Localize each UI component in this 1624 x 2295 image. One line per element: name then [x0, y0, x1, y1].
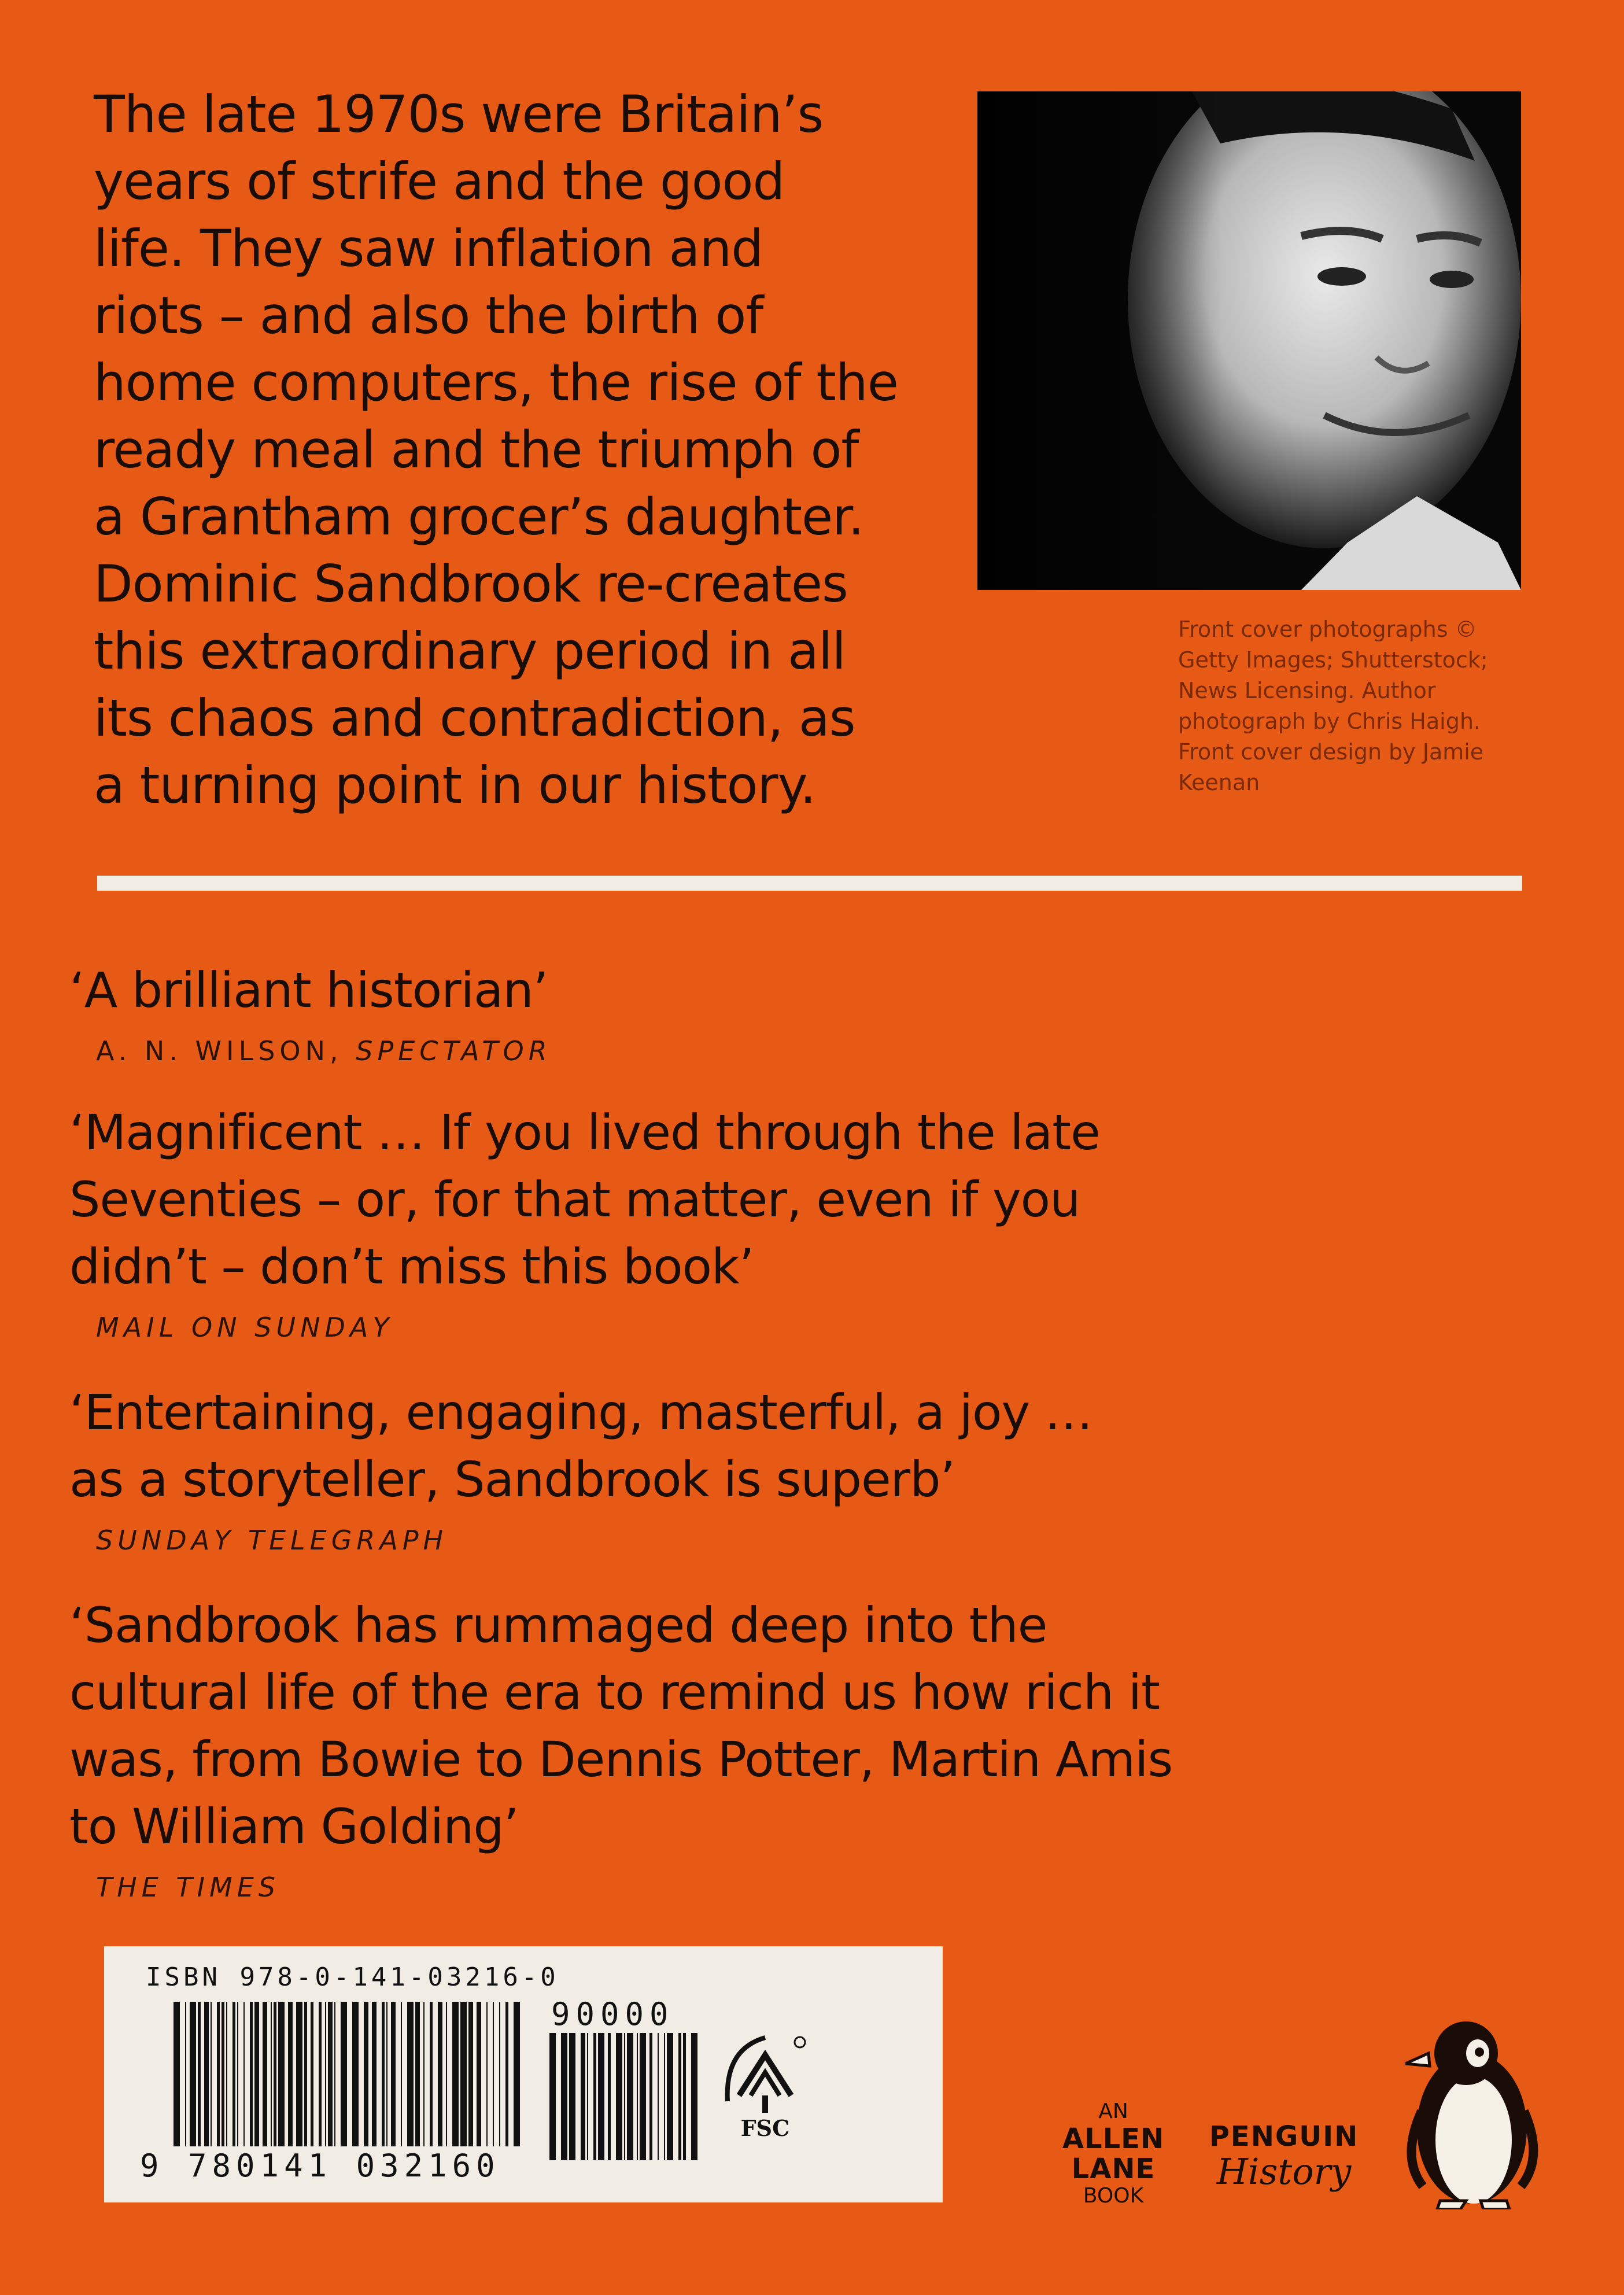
- barcode-bar: [226, 2002, 227, 2146]
- barcode-bar: [627, 2033, 633, 2160]
- ean-barcode: [174, 2002, 521, 2146]
- barcode-bar: [477, 2002, 481, 2146]
- barcode-bar: [263, 2002, 267, 2146]
- barcode-bar: [637, 2033, 638, 2160]
- barcode-bar: [415, 2002, 420, 2146]
- barcode-bar: [311, 2002, 313, 2146]
- review-source: THE TIMES: [96, 1872, 280, 1903]
- barcode-bar: [486, 2002, 488, 2146]
- imprint-book: BOOK: [1083, 2184, 1144, 2208]
- back-cover-blurb: The late 1970s were Britain’s years of strife and the good life. They saw inflation and riots – and also the birth of home computers, the rise of the ready meal and the triumph of a Grantham grocer’s daughter. Dominic Sandbrook re-creates this extraordinary period in all its chaos and contradiction, as a turning point in our history.: [94, 84, 898, 815]
- barcode-bar: [640, 2033, 646, 2160]
- barcode-bar: [452, 2002, 459, 2146]
- barcode-bar: [222, 2002, 224, 2146]
- penguin-logo-icon: [1405, 2013, 1538, 2209]
- barcode-bar: [561, 2033, 567, 2160]
- addon-barcode: [549, 2033, 700, 2160]
- barcode-bar: [211, 2002, 212, 2146]
- barcode-bar: [185, 2002, 186, 2146]
- barcode-bar: [386, 2002, 387, 2146]
- barcode-bar: [407, 2002, 414, 2146]
- barcode-bar: [382, 2002, 385, 2146]
- review-quote: ‘Magnificent … If you lived through the late Seventies – or, for that matter, even if you didn’t – don’t miss this book’: [69, 1104, 1100, 1295]
- barcode-bar: [678, 2033, 681, 2160]
- barcode-bar: [624, 2033, 625, 2160]
- ean-digits: 9 780141 032160: [140, 2148, 500, 2184]
- barcode-bar: [616, 2033, 622, 2160]
- barcode-bar: [468, 2002, 473, 2146]
- barcode-bar: [593, 2033, 596, 2160]
- barcode-bar: [328, 2002, 333, 2146]
- barcode-bar: [460, 2002, 467, 2146]
- barcode-bar: [581, 2033, 585, 2160]
- barcode-bar: [423, 2002, 425, 2146]
- barcode-bar: [598, 2033, 604, 2160]
- fsc-label: FSC: [740, 2115, 790, 2141]
- barcode-bar: [319, 2002, 322, 2146]
- barcode-bar: [190, 2002, 196, 2146]
- barcode-bar: [446, 2002, 447, 2146]
- imprint-penguin: PENGUIN: [1209, 2120, 1359, 2153]
- barcode-bar: [505, 2002, 508, 2146]
- review-quote: ‘Entertaining, engaging, masterful, a joy … as a storyteller, Sandbrook is superb’: [69, 1384, 1092, 1508]
- barcode-bar: [649, 2033, 652, 2160]
- barcode-bar: [341, 2002, 347, 2146]
- barcode-bar: [250, 2002, 253, 2146]
- barcode-bar: [430, 2002, 433, 2146]
- barcode-bar: [569, 2033, 575, 2160]
- barcode-bar: [667, 2033, 673, 2160]
- imprint-an: AN: [1098, 2100, 1128, 2123]
- barcode-bar: [352, 2002, 359, 2146]
- barcode-bar: [271, 2002, 272, 2146]
- barcode-bar: [493, 2002, 494, 2146]
- section-divider: [97, 876, 1522, 891]
- barcode-bar: [391, 2002, 396, 2146]
- cover-credits: Front cover photographs © Getty Images; Shutterstock; News Licensing. Author photograph by Chris Haigh. Front cover design by Jamie Keenan: [1178, 617, 1488, 795]
- barcode-bar: [664, 2033, 665, 2160]
- review-quote: ‘A brilliant historian’: [69, 962, 548, 1019]
- barcode-bar: [608, 2033, 611, 2160]
- barcode-bar: [499, 2002, 500, 2146]
- barcode-bar: [204, 2002, 209, 2146]
- barcode-bar: [243, 2002, 245, 2146]
- penguin-history-imprint: [1197, 2120, 1371, 2193]
- barcode-bar: [254, 2002, 259, 2146]
- author-photo: [977, 91, 1521, 590]
- barcode-bar: [278, 2002, 285, 2146]
- barcode-bar: [296, 2002, 302, 2146]
- barcode-bar: [438, 2002, 442, 2146]
- barcode-bar: [232, 2002, 235, 2146]
- barcode-bar: [304, 2002, 307, 2146]
- review-source: SUNDAY TELEGRAPH: [96, 1525, 448, 1556]
- barcode-bar: [372, 2002, 377, 2146]
- price-addon-digits: 90000: [551, 1996, 674, 2032]
- imprint-allen: ALLEN: [1062, 2123, 1165, 2155]
- imprint-lane: LANE: [1071, 2153, 1156, 2185]
- barcode-bar: [549, 2033, 556, 2160]
- fsc-logo-icon: [722, 2032, 809, 2142]
- barcode-bar: [683, 2033, 686, 2160]
- barcode-bar: [198, 2002, 201, 2146]
- barcode-bar: [274, 2002, 276, 2146]
- barcode-bar: [237, 2002, 238, 2146]
- barcode-bar: [288, 2002, 293, 2146]
- allen-lane-imprint: [1058, 2100, 1168, 2208]
- barcode-bar: [334, 2002, 335, 2146]
- barcode-bar: [587, 2033, 588, 2160]
- barcode-bar: [658, 2033, 659, 2160]
- barcode-panel: [104, 1946, 943, 2202]
- barcode-bar: [364, 2002, 368, 2146]
- review-quote: ‘Sandbrook has rummaged deep into the cultural life of the era to remind us how rich it was, from Bowie to Dennis Potter, Martin Amis to William Golding’: [69, 1597, 1173, 1855]
- review-source: A. N. WILSON, SPECTATOR: [96, 1035, 552, 1067]
- isbn-label: ISBN 978-0-141-03216-0: [146, 1962, 559, 1992]
- barcode-bar: [514, 2002, 520, 2146]
- barcode-bar: [174, 2002, 180, 2146]
- barcode-bar: [401, 2002, 402, 2146]
- barcode-bar: [691, 2033, 697, 2160]
- author-portrait-image: [977, 91, 1521, 590]
- review-source: MAIL ON SUNDAY: [96, 1312, 394, 1343]
- imprint-series: History: [1216, 2150, 1352, 2193]
- barcode-bar: [325, 2002, 326, 2146]
- barcode-bar: [217, 2002, 220, 2146]
